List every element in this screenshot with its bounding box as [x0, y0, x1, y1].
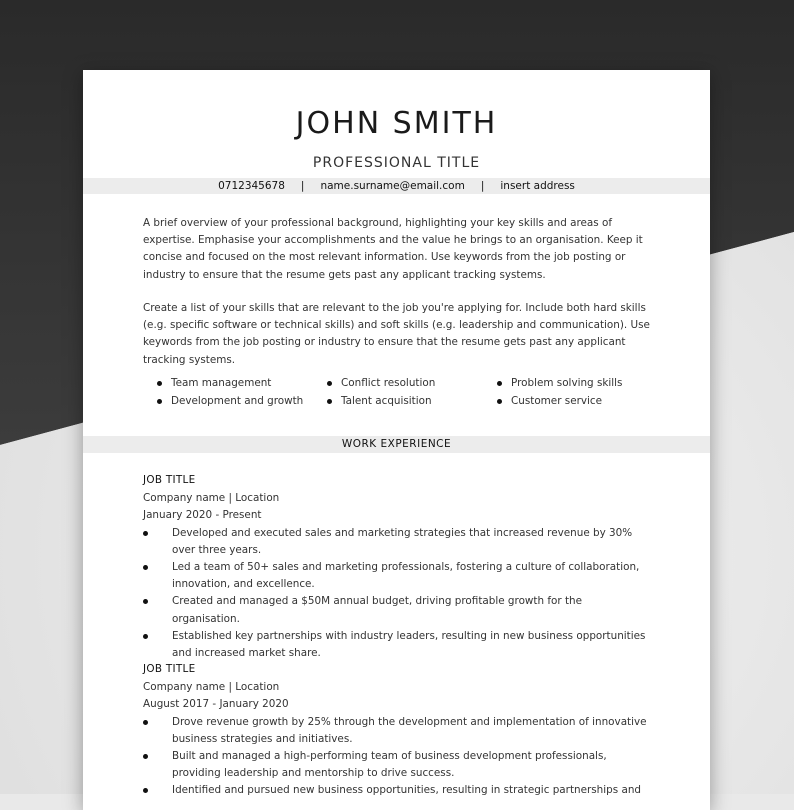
contact-bar	[83, 178, 710, 194]
bullet-icon	[143, 788, 148, 793]
bullet-icon	[327, 399, 332, 404]
bullet-icon	[157, 381, 162, 386]
job-bullet: Drove revenue growth by 25% through the development and implementation of innovative business strategies and initiatives.	[143, 714, 652, 748]
bullet-icon	[143, 565, 148, 570]
bullet-icon	[143, 599, 148, 604]
contact-separator: |	[300, 180, 305, 192]
summary-paragraph: A brief overview of your professional background, highlighting your key skills and areas of expertise. Emphasise your accomplishments and the value he brings to an organisation. Keep it concise and focused on the most relevant information. Use keywords from the job posting or industry to ensure that the resume gets past any applicant tracking systems.	[143, 217, 643, 281]
skill-item: Team management	[157, 375, 327, 393]
bullet-icon	[143, 531, 148, 536]
job-title: JOB TITLE	[143, 663, 196, 675]
bullet-icon	[143, 720, 148, 725]
skill-item: Conflict resolution	[327, 375, 497, 393]
skill-item: Problem solving skills	[497, 375, 657, 393]
bullet-icon	[327, 381, 332, 386]
job-bullets	[143, 714, 663, 800]
bullet-icon	[497, 399, 502, 404]
candidate-name: JOHN SMITH	[295, 106, 498, 141]
contact-email: name.surname@email.com	[320, 180, 465, 192]
job-title: JOB TITLE	[143, 474, 196, 486]
job-dates: August 2017 - January 2020	[143, 698, 289, 710]
job-bullets	[143, 525, 663, 663]
job-bullet: Created and managed a $50M annual budget, driving profitable growth for the organisation.	[143, 593, 652, 627]
job-bullet: Led a team of 50+ sales and marketing professionals, fostering a culture of collaboration, innovation, and excellence.	[143, 559, 652, 593]
job-entry	[143, 472, 663, 662]
job-dates: January 2020 - Present	[143, 509, 262, 521]
skill-item: Development and growth	[157, 393, 327, 411]
job-bullet: Identified and pursued new business opportunities, resulting in strategic partnerships and	[143, 782, 652, 799]
job-bullet: Developed and executed sales and marketing strategies that increased revenue by 30% over three years.	[143, 525, 652, 559]
bullet-icon	[143, 634, 148, 639]
contact-address: insert address	[500, 180, 575, 192]
job-company: Company name | Location	[143, 491, 280, 504]
resume-page	[83, 70, 710, 810]
bullet-icon	[497, 381, 502, 386]
bullet-icon	[143, 754, 148, 759]
skills-intro-paragraph: Create a list of your skills that are relevant to the job you're applying for. Include both hard skills (e.g. specific software or technical skills) and soft skills (e.g. leadership and communication). Use keywords from the job posting or industry to ensure that the resume gets past any applicant tracking systems.	[143, 302, 650, 366]
professional-title: PROFESSIONAL TITLE	[312, 155, 481, 171]
job-company: Company name | Location	[143, 680, 280, 693]
contact-phone: 0712345678	[218, 180, 285, 192]
skill-item: Talent acquisition	[327, 393, 497, 411]
job-bullet: Built and managed a high-performing team of business development professionals, providing leadership and mentorship to drive success.	[143, 748, 652, 782]
job-entry	[143, 661, 663, 800]
skills-list	[157, 375, 657, 410]
work-experience-heading: WORK EXPERIENCE	[83, 436, 710, 453]
contact-separator: |	[480, 180, 485, 192]
skill-item: Customer service	[497, 393, 657, 411]
bullet-icon	[157, 399, 162, 404]
job-bullet: Established key partnerships with industry leaders, resulting in new business opportunities and increased market share.	[143, 628, 652, 662]
